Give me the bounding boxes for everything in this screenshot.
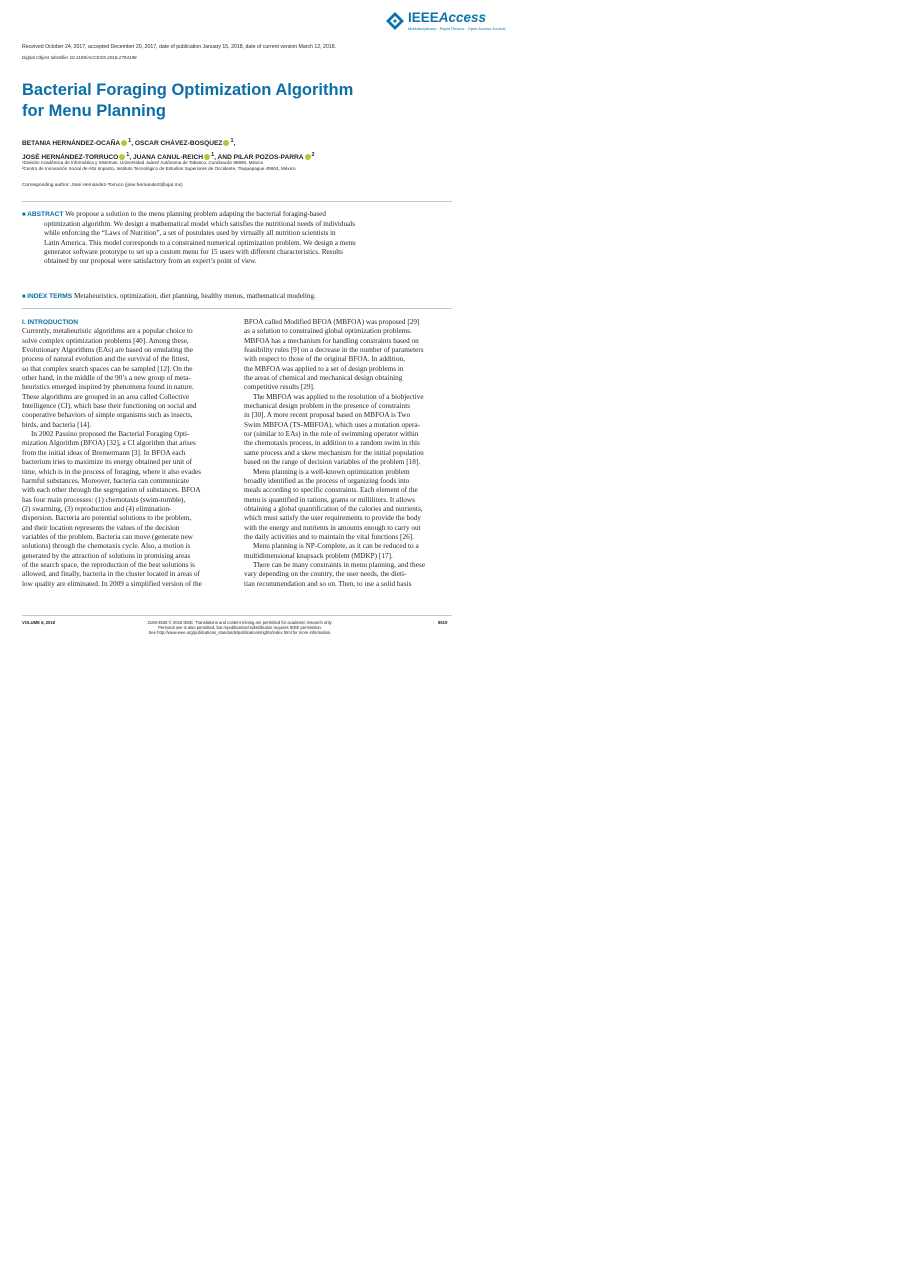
title-line: for Menu Planning [22,102,166,120]
footer-volume: VOLUME 6, 2018 [22,620,56,625]
abstract-label: ABSTRACT [27,211,64,218]
author-line: BETANIA HERNÁNDEZ-OCAÑA $^1$, OSCAR CHÁVEZ-BOSQUEZ $^1$, [22,138,236,148]
body-line: low quality are eliminated. In 2009 a simplified version of the [22,579,202,588]
paper-page [0,0,506,644]
body-line: with respect to those of the original BFOA. In addition, [244,355,405,364]
body-line: There can be many constraints in menu planning, and these [253,560,425,569]
body-line: the chemotaxis process, in addition to a random swim in this [244,439,420,448]
body-line: so that complex search spaces can be sampled [12]. On the [22,364,193,373]
body-line: Intelligence (CI), which base their functioning on social and [22,402,197,411]
doi: Digital Object Identifier 10.1109/ACCESS.2018.2794198 [22,55,137,60]
body-line: (2) swarming, (3) reproduction and (4) elimination- [22,504,172,513]
body-line: solve complex optimization problems [40]. Among these, [22,336,189,345]
body-line: same process and a skew mechanism for the initial population [244,448,424,457]
body-line: Evolutionary Algorithms (EAs) are based on emulating the [22,346,193,355]
body-line: dispersion. Bacteria are potential solutions to the problem, [22,514,192,523]
body-line: broadly identified as the process of organizing foods into [244,476,410,485]
abstract-line: optimization algorithm. We design a mathematical model which satisfies the nutritional needs of individuals [44,220,356,229]
body-line: These algorithms are grouped in an area called Collective [22,392,190,401]
body-line: mechanical design problem in the presence of constraints [244,402,411,411]
body-line: feasibility rules [9] on a decrease in the number of parameters [244,346,424,355]
abstract-line: We propose a solution to the menu planning problem adapting the bacterial foraging-based [65,210,326,218]
abstract-line: obtained by our proposal were satisfactory from an expert’s point of view. [44,257,257,266]
body-line: birds, and bacteria [14]. [22,420,92,429]
body-line: mization Algorithm (BFOA) [32], a CI algorithm that arises [22,439,196,448]
orcid-icon[interactable] [305,154,311,160]
body-line: Swim MBFOA (TS-MBFOA), which uses a mutation opera- [244,420,421,429]
body-line: menu is quantified in rations, grams or milliliters. It allows [244,495,415,504]
body-line: obtaining a global quantification of the calories and nutrients, [244,504,423,513]
body-line: solutions) through the chemotaxis cycle. Also, a motion is [22,542,191,551]
section-heading: I. INTRODUCTION [22,319,79,326]
body-line: with each other through the segregation of substances. BFOA [22,486,201,495]
orcid-icon[interactable] [121,140,127,146]
author-line: JOSÉ HERNÁNDEZ-TORRUCO $^1$, JUANA CANUL-REICH $^1$, AND PILAR POZOS-PARRA $^2$ [22,151,315,161]
body-line: multidimensional knapsack problem (MDKP) [17]. [244,551,393,560]
body-line: heuristics emerged inspired by phenomena found in nature. [22,383,194,392]
body-line: generated by the attraction of solutions in promising areas [22,551,191,560]
body-line: BFOA called Modified BFOA (MBFOA) was proposed [29] [244,318,420,326]
body-line: Currently, metaheuristic algorithms are a popular choice to [22,327,193,336]
body-line: the daily activities and to maintain the vital functions [26]. [244,532,414,541]
body-line: competitive results [29]. [244,383,315,392]
abstract-line: while enforcing the “Laws of Nutrition”, a set of postulates used by virtually all nutrition scientists in [44,229,336,238]
body-line: Menu planning is a well-known optimization problem [253,467,410,476]
journal-logo [384,10,506,38]
ieee-access-logo-mark [384,10,406,32]
body-line: The MBFOA was applied to the resolution of a biobjective [253,392,424,401]
body-line: cooperative behaviors of simple organisms such as insects, [22,411,193,420]
journal-logo-tagline: Multidisciplinary : Rapid Review : Open Access Journal [408,26,506,31]
body-line: time, which is in the process of foraging, where it also evades [22,467,201,476]
body-line: Menu planning is NP-Complete, as it can be reduced to a [253,542,419,551]
body-line: bacterium tries to maximize its energy obtained per unit of [22,458,192,467]
affiliations [22,160,296,173]
body-line: MBFOA has a mechanism for handling constraints based on [244,336,419,345]
body-line: as a solution to constrained global optimization problems. [244,327,412,336]
body-line: with the energy and nutrients in amounts enough to carry out [244,523,421,532]
body-line: and their location represents the values of the decision [22,523,180,532]
right-column [244,318,451,589]
page-number: 8619 [438,620,448,625]
index-terms [22,292,452,302]
body-line: variables of the problem. Bacteria can move (generate new [22,532,193,541]
journal-logo-wordmark: IEEEAccess [408,10,487,25]
section-divider [22,308,452,309]
footer-copyright-line: See http://www.ieee.org/publications_standards/publications/rights/index.html for more information. [148,630,332,636]
footer-copyright [140,620,340,636]
body-line: of the search space, the reproduction of the best solutions is [22,560,195,569]
body-line: meals according to specific constraints. Each element of the [244,486,418,495]
footer-divider [22,615,452,616]
body-line: allowed, and finally, bacteria in the cluster located in areas of [22,570,200,579]
body-line: other hand, in the middle of the 90’s a new group of meta- [22,374,191,383]
body-line: tor (similar to EAs) in the role of swimming operator within [244,430,419,439]
body-line: in [30]. A more recent proposal based on MBFOA is Two [244,411,411,420]
body-line: the MBFOA was applied to a set of design problems in [244,364,404,373]
abstract-line: generator software prototype to set up a custom menu for 15 users with different characteristics. Results [44,247,343,256]
body-line: process of natural evolution and the survival of the fittest, [22,355,190,364]
body-line: which must satisfy the user requirements to provide the body [244,514,421,523]
publication-dates: Received October 24, 2017, accepted December 20, 2017, date of publication January 15, 2018, date of current version March 12, 2018. [22,44,337,50]
body-line: harmful substances. Moreover, bacteria can communicate [22,476,189,485]
footer-copyright-line: Personal use is also permitted, but republication/redistribution requires IEEE permission. [158,625,322,631]
index-terms-text: Metaheuristics, optimization, diet planning, healthy menus, mathematical modeling. [73,292,316,300]
bullet-icon: ■ [22,294,28,300]
bullet-icon: ■ [22,212,28,218]
section-divider [22,201,452,202]
abstract [22,210,452,266]
corresponding-author: Corresponding author: José Hernández-Torruco (jose.hernandezt@ujat.mx) [22,183,183,188]
title-line: Bacterial Foraging Optimization Algorithm [22,81,354,99]
paper-title [22,80,442,122]
affiliation: ²Centro de Innovación Social de Alto Impacto, Instituto Tecnológico de Estudios Superiores de Occidente, Tlaquepaque 45604, México [22,166,296,172]
left-column [22,318,229,589]
body-line: tian recommendation and so on. Then, to use a solid basis [244,579,412,588]
abstract-line: Latin America. This model corresponds to a constrained numerical optimization problem. We design a menu [44,238,356,247]
body-line: the areas of chemical and mechanical design obtaining [244,374,403,383]
body-line: vary depending on the country, the user needs, the dieti- [244,570,407,579]
body-line: has four main processes: (1) chemotaxis (swim-tumble), [22,495,186,504]
affiliation: ¹División Académica de Informática y Sistemas, Universidad Juárez Autónoma de Tabasco, Cunduacán 86690, México [22,160,264,165]
body-line: In 2002 Passino proposed the Bacterial Foraging Opti- [31,430,190,439]
orcid-icon[interactable] [223,140,229,146]
body-line: based on the range of decision variables of the problem [18]. [244,458,421,467]
body-line: from the initial ideas of Bremermann [3]. In BFOA each [22,448,186,457]
footer-copyright-line: 2169-3536 © 2018 IEEE. Translations and content mining are permitted for academic research only. [147,620,333,625]
index-terms-label: INDEX TERMS [27,293,73,300]
